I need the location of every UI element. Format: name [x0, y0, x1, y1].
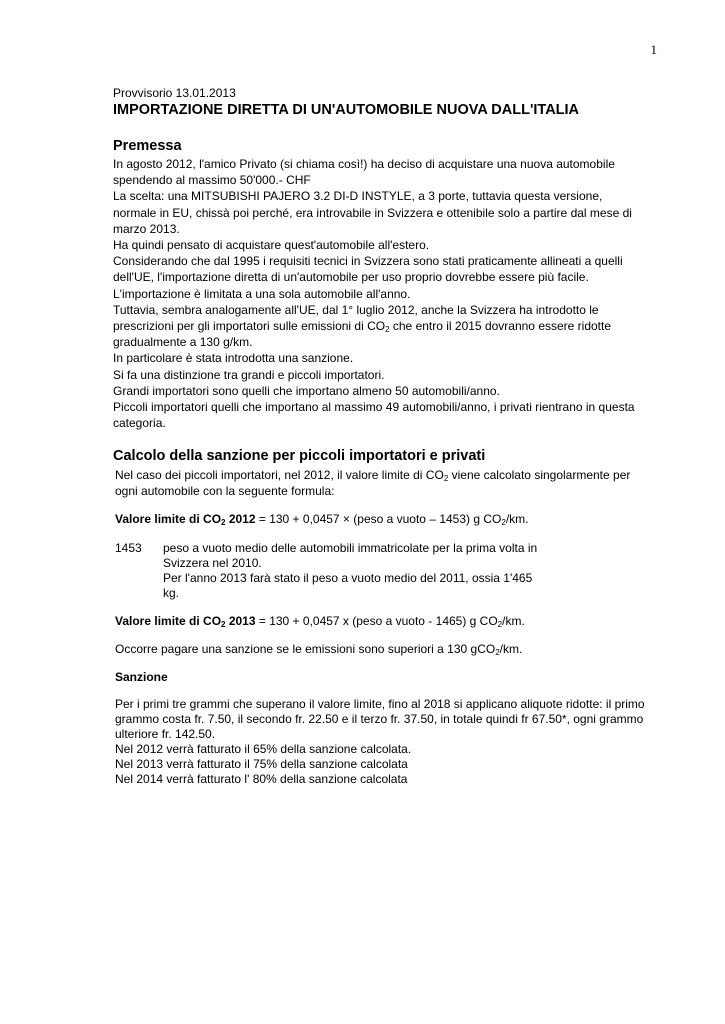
calcolo-heading: Calcolo della sanzione per piccoli importatori e privati — [113, 448, 486, 465]
sanzione-line: Nel 2014 verrà fatturato l' 80% della sanzione calcolata — [115, 772, 408, 787]
threshold-note — [115, 641, 653, 657]
note-unit: /km. — [499, 642, 523, 657]
formula-2013-label — [115, 614, 256, 628]
premessa-line: Tuttavia, sembra analogamente all'UE, dal 1° luglio 2012, anche la Svizzera ha introdotto le — [113, 302, 599, 317]
definition-line: Per l'anno 2013 farà stato il peso a vuoto medio del 2011, ossia 1'465 — [163, 571, 533, 586]
co2-subscript: 2 — [495, 648, 500, 658]
co2-text-after: che entro il 2015 dovranno essere ridotte — [389, 319, 612, 334]
sanzione-line: Per i primi tre grammi che superano il valore limite, fino al 2018 si applicano aliquote ridotte: il primo — [115, 697, 645, 712]
co2-subscript: 2 — [497, 620, 503, 630]
formula-expression: = 130 + 0,0457 × (peso a vuoto – 1453) g CO — [255, 512, 502, 527]
co2-text: prescrizioni per gli importatori sulle emissioni di CO — [113, 319, 386, 334]
formula-2012 — [115, 511, 653, 527]
premessa-line: marzo 2013. — [113, 221, 180, 236]
formula-unit: /km. — [502, 614, 525, 629]
label-text: Valore limite di CO — [115, 512, 222, 527]
definition-line: peso a vuoto medio delle automobili immatricolate per la prima volta in — [163, 541, 538, 556]
document-body — [113, 86, 653, 787]
definition-text — [163, 541, 563, 601]
premessa-heading: Premessa — [113, 138, 182, 154]
premessa-line: La scelta: una MITSUBISHI PAJERO 3.2 DI-D INSTYLE, a 3 porte, tuttavia questa versione, — [113, 189, 603, 204]
draft-date: Provvisorio 13.01.2013 — [113, 86, 236, 100]
note-text: Occorre pagare una sanzione se le emissioni sono superiori a 130 gCO — [115, 642, 496, 657]
formula-2013 — [115, 613, 653, 629]
definition-line: kg. — [163, 586, 180, 601]
intro-text-after: viene calcolato singolarmente per — [448, 468, 631, 483]
premessa-section — [113, 156, 653, 431]
premessa-line: spendendo al massimo 50'000.- CHF — [113, 173, 311, 188]
premessa-line: Considerando che dal 1995 i requisiti tecnici in Svizzera sono stati praticamente allineati a quelli — [113, 254, 623, 269]
definition-line: Svizzera nel 2010. — [163, 556, 262, 571]
premessa-line: Grandi importatori sono quelli che importano almeno 50 automobili/anno. — [113, 383, 500, 398]
formula-2012-label — [115, 512, 256, 526]
label-text: Valore limite di CO — [115, 614, 222, 629]
sanzione-line: ulteriore fr. 142.50. — [115, 727, 216, 742]
premessa-line: Piccoli importatori quelli che importano al massimo 49 automobili/anno, i privati rientrano in questa — [113, 400, 635, 415]
premessa-line: dell'UE, l'importazione diretta di un'automobile per uso proprio dovrebbe essere più facile. — [113, 270, 589, 285]
definition-term: 1453 — [115, 541, 142, 556]
premessa-line: In particolare è stata introdotta una sanzione. — [113, 351, 354, 366]
premessa-line: Ha quindi pensato di acquistare quest'automobile all'estero. — [113, 238, 430, 253]
label-year: 2013 — [225, 614, 256, 629]
co2-subscript: 2 — [221, 620, 226, 630]
premessa-line: normale in EU, chissà poi perché, era introvabile in Svizzera e ottenibile solo a partire dal mese di — [113, 205, 632, 220]
co2-subscript: 2 — [443, 474, 449, 484]
co2-subscript: 2 — [221, 518, 226, 528]
co2-subscript: 2 — [385, 325, 390, 335]
premessa-line: In agosto 2012, l'amico Privato (si chiama così!) ha deciso di acquistare una nuova automobile — [113, 157, 615, 171]
formula-expression: = 130 + 0,0457 x (peso a vuoto - 1465) g CO — [255, 614, 498, 629]
intro-text: Nel caso dei piccoli importatori, nel 2012, il valore limite di CO — [115, 468, 444, 483]
calcolo-intro-line2: ogni automobile con la seguente formula: — [115, 484, 335, 499]
sanzione-line: Nel 2013 verrà fatturato il 75% della sanzione calcolata — [115, 757, 408, 772]
calcolo-intro — [115, 467, 653, 483]
page-number: 1 — [650, 42, 657, 57]
sanzione-heading: Sanzione — [115, 670, 168, 685]
premessa-line: categoria. — [113, 416, 166, 431]
sanzione-line: Nel 2012 verrà fatturato il 65% della sanzione calcolata. — [115, 742, 412, 757]
premessa-co2-line — [113, 318, 653, 334]
premessa-line: gradualmente a 130 g/km. — [113, 335, 253, 350]
sanzione-line: grammo costa fr. 7.50, il secondo fr. 22.50 e il terzo fr. 37.50, in totale quindi fr 67.50*, ogni grammo — [115, 712, 644, 727]
page-title: IMPORTAZIONE DIRETTA DI UN'AUTOMOBILE NUOVA DALL'ITALIA — [113, 102, 580, 118]
calcolo-section — [115, 467, 653, 787]
premessa-line: Si fa una distinzione tra grandi e piccoli importatori. — [113, 367, 385, 382]
formula-unit: /km. — [505, 512, 529, 527]
premessa-line: L'importazione è limitata a una sola automobile all'anno. — [113, 286, 411, 301]
label-year: 2012 — [225, 512, 256, 527]
co2-subscript: 2 — [501, 518, 506, 528]
definition-1453 — [115, 541, 653, 601]
